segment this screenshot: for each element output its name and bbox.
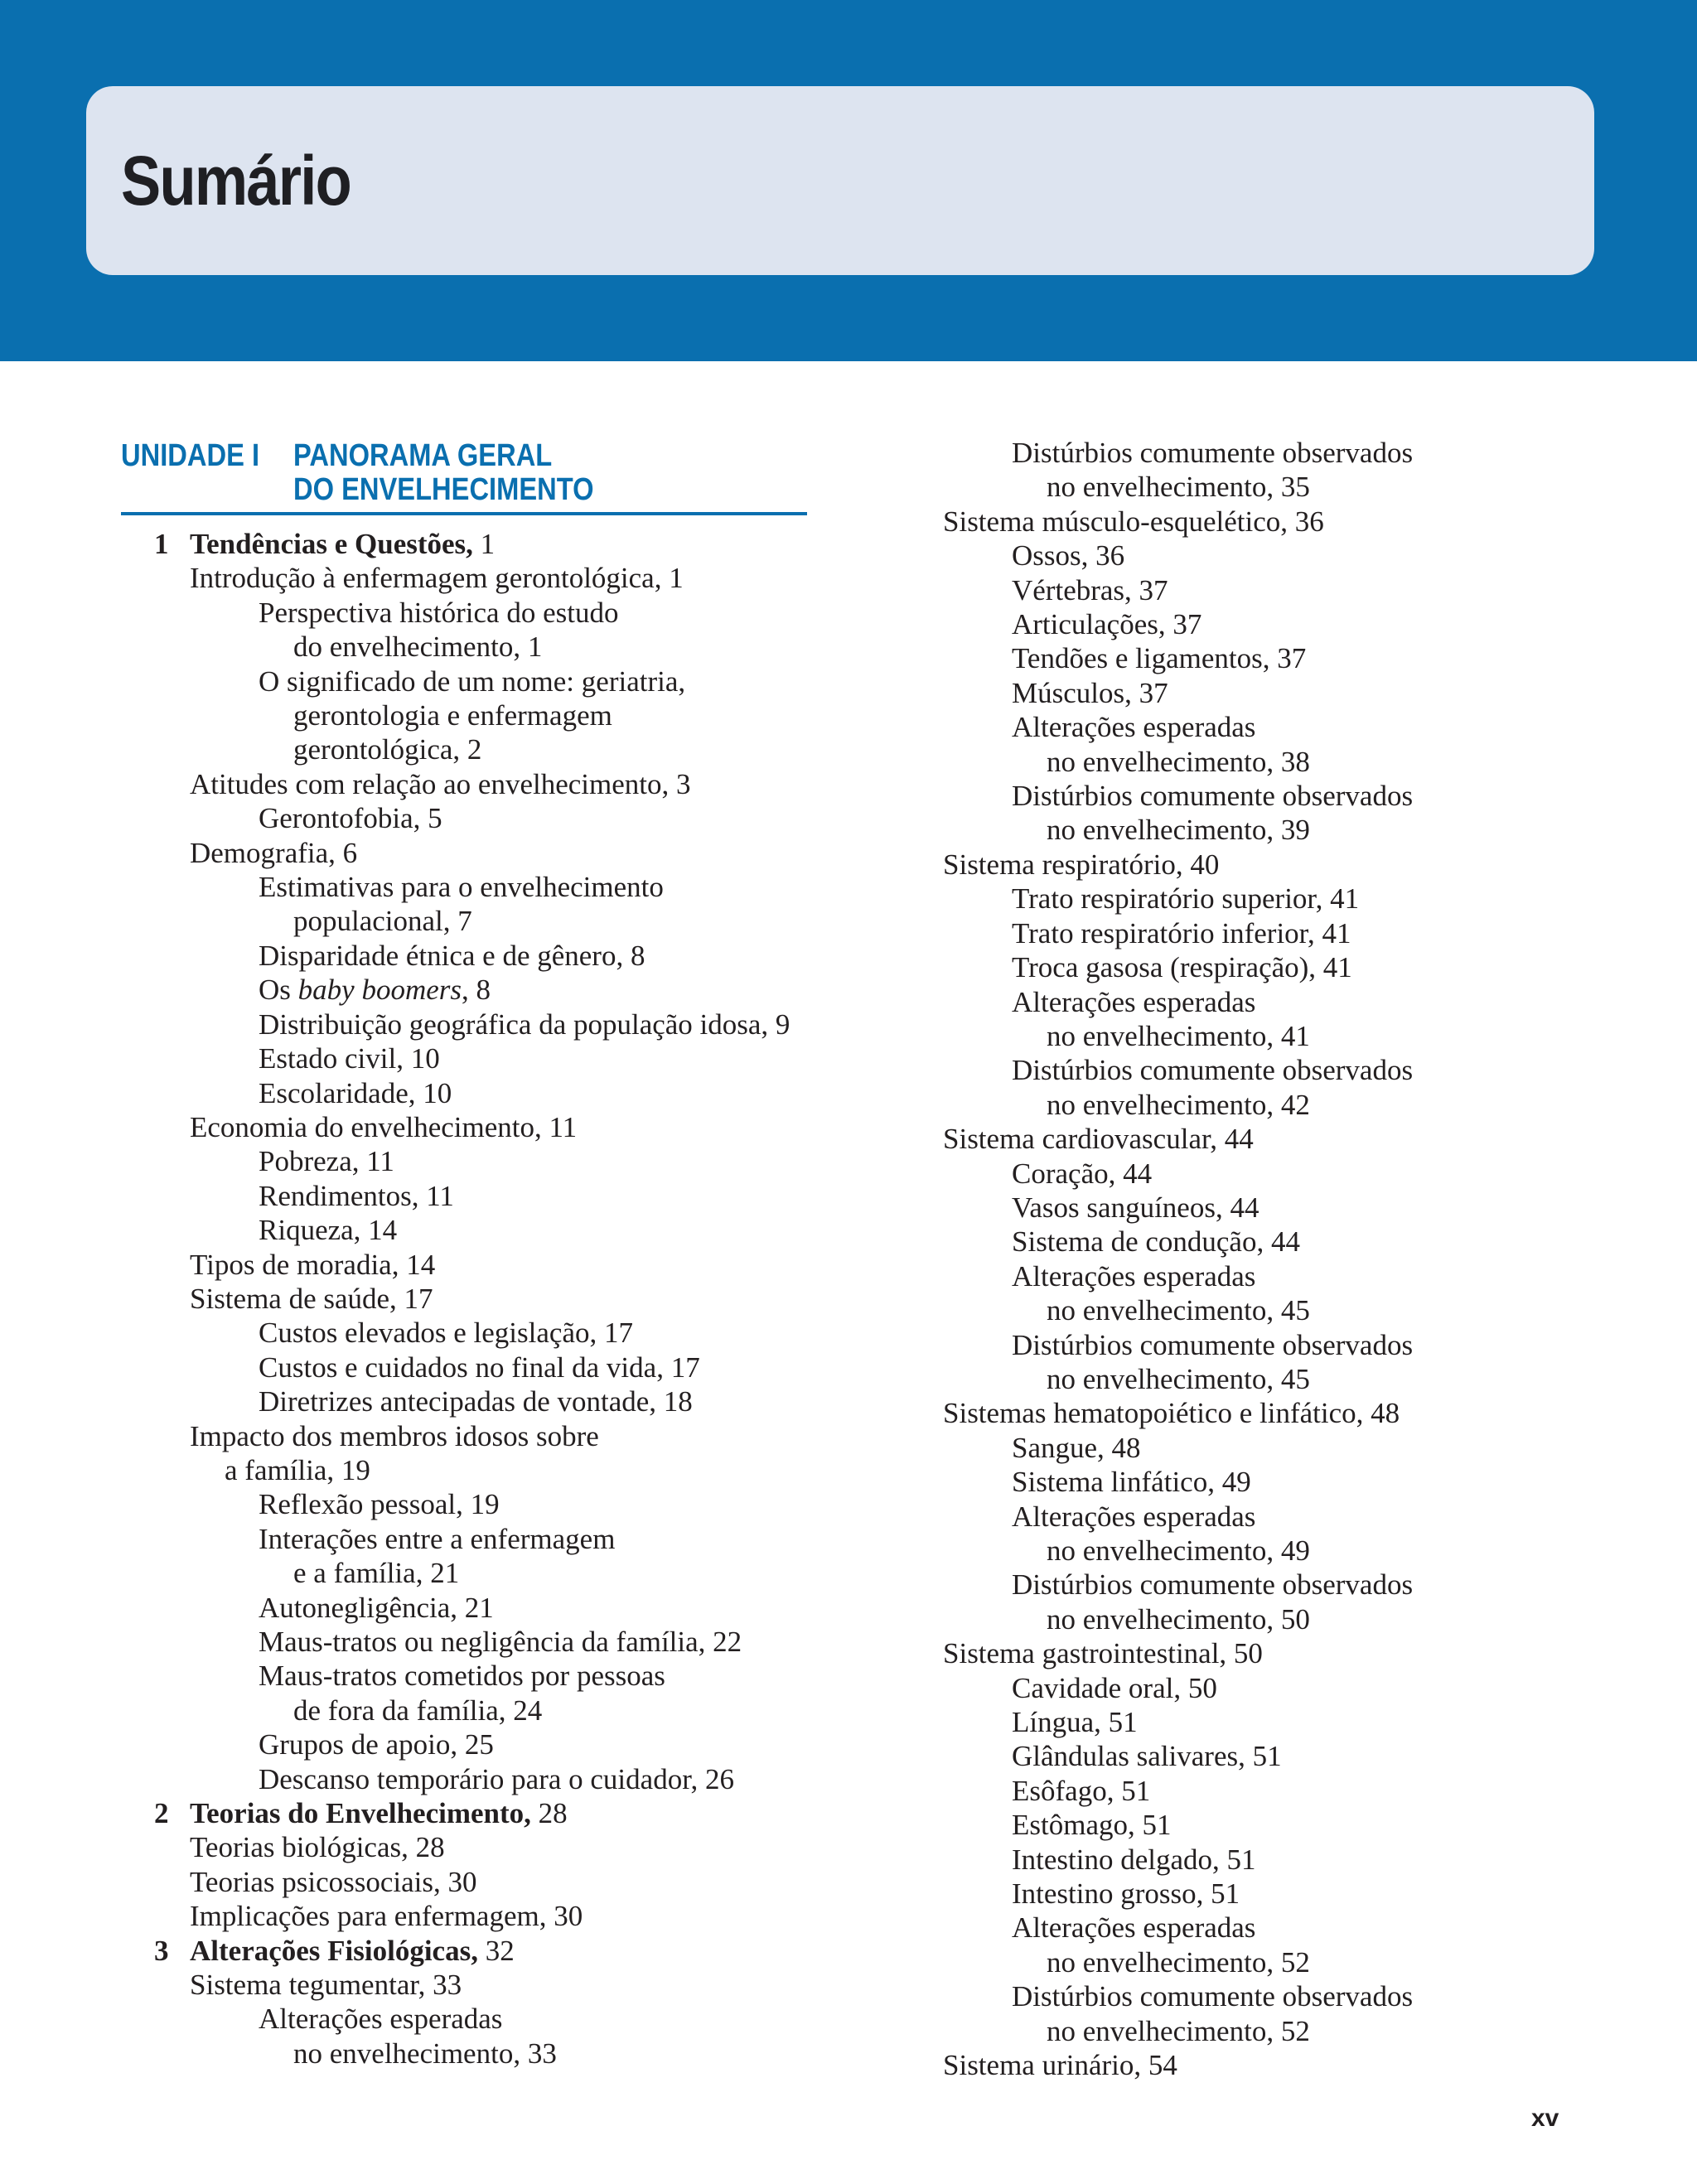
chapter-page: 1 [472,528,496,560]
entry-line: Maus-tratos cometidos por pessoas [259,1660,665,1693]
toc-subsection [0,1739,1697,1773]
entry-line: Sangue, 48 [1012,1431,1141,1464]
toc-subsection [0,1774,1697,1808]
chapter-page: 32 [477,1934,515,1967]
toc-subsection [0,1259,1697,1328]
entry-line: Teorias biológicas, 28 [190,1831,445,1864]
toc-subsection [0,1911,1697,1979]
entry-line: Reflexão pessoal, 19 [259,1488,500,1521]
toc-subsection [0,1877,1697,1911]
chapter-title: Teorias do Envelhecimento, [190,1797,531,1830]
entry-line: no envelhecimento, 41 [1047,1019,1310,1052]
entry-line: no envelhecimento, 42 [1047,1088,1310,1121]
entry-line: no envelhecimento, 52 [1047,2014,1310,2047]
entry-line: Vértebras, 37 [1012,573,1168,606]
entry-line: Estado civil, 10 [259,1042,440,1075]
toc-subsection [0,1191,1697,1225]
toc-subsection [0,1979,1697,2048]
toc-subsection [0,710,1697,779]
entry-line: Glândulas salivares, 51 [1012,1740,1282,1773]
entry-line: Descanso temporário para o cuidador, 26 [259,1762,734,1795]
entry-page: , 8 [462,974,491,1007]
toc-subsection [0,641,1697,675]
entry-text: Os [259,974,298,1007]
entry-line: Grupos de apoio, 25 [259,1728,494,1761]
toc-subsection [0,1808,1697,1842]
entry-line: Estômago, 51 [1012,1809,1172,1842]
entry-line: a família, 19 [225,1453,370,1486]
entry-line: Distúrbios comumente observados [1012,1328,1414,1361]
page-number: xv [1531,2104,1559,2132]
toc-section [0,848,1697,882]
entry-line: Teorias psicossociais, 30 [190,1865,477,1898]
entry-line: no envelhecimento, 35 [1047,471,1310,504]
entry-line: Alterações esperadas [1012,1500,1256,1533]
toc-subsection [0,1705,1697,1739]
entry-line: Sistema urinário, 54 [943,2049,1177,2082]
entry-line: Esôfago, 51 [1012,1774,1151,1807]
entry-line: Sistema tegumentar, 33 [190,1969,462,2002]
entry-line: no envelhecimento, 39 [1047,814,1310,847]
entry-line: Maus-tratos ou negligência da família, 22 [259,1626,742,1658]
entry-line: Articulações, 37 [1012,608,1202,641]
entry-line: Custos e cuidados no final da vida, 17 [259,1351,700,1384]
toc-section [0,1396,1697,1430]
entry-line: Interações entre a enfermagem [259,1522,616,1555]
entry-line: Vasos sanguíneos, 44 [1012,1191,1259,1224]
entry-line: Trato respiratório inferior, 41 [1012,916,1351,949]
entry-line: no envelhecimento, 50 [1047,1602,1310,1636]
toc-section [0,2048,1697,2082]
entry-line: Distúrbios comumente observados [1012,780,1414,813]
entry-line: populacional, 7 [293,905,472,938]
entry-line: de fora da família, 24 [293,1694,543,1727]
page-title: Sumário [121,142,351,220]
entry-line: Atitudes com relação ao envelhecimento, 3 [190,767,691,800]
chapter-number: 1 [154,528,169,560]
entry-line: Riqueza, 14 [259,1214,398,1247]
chapter-title: Alterações Fisiológicas, [190,1934,478,1967]
toc-subsection [0,1465,1697,1499]
toc-subsection [0,1671,1697,1705]
toc-subsection [0,1225,1697,1259]
entry-line: Músculos, 37 [1012,676,1168,709]
entry-line: Sistema músculo-esquelético, 36 [943,505,1324,538]
entry-line: Diretrizes antecipadas de vontade, 18 [259,1385,693,1418]
toc-subsection [0,1431,1697,1465]
entry-line: Coração, 44 [1012,1157,1153,1190]
entry-line: Introdução à enfermagem gerontológica, 1 [190,562,684,595]
entry-line: Rendimentos, 11 [259,1179,454,1212]
entry-line: Alterações esperadas [1012,1911,1256,1945]
toc-section [0,1122,1697,1156]
toc-section [0,505,1697,539]
entry-line: Tipos de moradia, 14 [190,1248,436,1281]
entry-line: Alterações esperadas [1012,711,1256,744]
toc-subsection [0,779,1697,848]
entry-line: no envelhecimento, 33 [293,2037,557,2070]
toc-subsection [0,607,1697,641]
entry-line: Autonegligência, 21 [259,1591,494,1624]
entry-line: Intestino grosso, 51 [1012,1877,1240,1911]
unit-title-line: PANORAMA GERAL [293,438,553,473]
entry-line: Cavidade oral, 50 [1012,1671,1217,1704]
toc-subsection [0,1843,1697,1877]
entry-line: Sistema de saúde, 17 [190,1282,433,1315]
entry-line: Sistemas hematopoiético e linfático, 48 [943,1397,1400,1430]
toc-subsection [0,573,1697,607]
entry-line: Sistema cardiovascular, 44 [943,1123,1254,1156]
toc-subsection [0,436,1697,505]
toc-subsection [0,882,1697,916]
toc-subsection [0,539,1697,573]
title-box [86,86,1594,275]
header-band [0,0,1697,361]
entry-line: Distúrbios comumente observados [1012,1568,1414,1602]
unit-label: UNIDADE I [121,438,260,473]
entry-line: no envelhecimento, 45 [1047,1362,1310,1395]
entry-line: Pobreza, 11 [259,1145,394,1178]
entry-line: Demografia, 6 [190,836,358,869]
toc-subsection [0,676,1697,710]
toc-subsection [0,950,1697,984]
entry-line: no envelhecimento, 38 [1047,745,1310,778]
toc-subsection [0,985,1697,1054]
entry-line: Língua, 51 [1012,1706,1138,1739]
entry-line: Sistema de condução, 44 [1012,1225,1300,1259]
entry-line: Distúrbios comumente observados [1012,1980,1414,2013]
entry-line: Escolaridade, 10 [259,1076,452,1109]
entry-line: Impacto dos membros idosos sobre [190,1419,599,1452]
entry-italic-text: baby boomers [297,974,462,1007]
toc-subsection [0,1500,1697,1568]
entry-line: Implicações para enfermagem, 30 [190,1900,583,1933]
entry-line: Custos elevados e legislação, 17 [259,1317,633,1350]
unit-title-line: DO ENVELHECIMENTO [293,472,594,507]
chapter-number: 2 [154,1797,169,1830]
entry-line: Alterações esperadas [259,2003,503,2036]
entry-line: Economia do envelhecimento, 11 [190,1110,578,1143]
entry-line: Sistema gastrointestinal, 50 [943,1637,1263,1670]
entry-line: Trato respiratório superior, 41 [1012,882,1360,916]
entry-line: Alterações esperadas [1012,1259,1256,1293]
entry-line: no envelhecimento, 52 [1047,1945,1310,1979]
entry-line: Perspectiva histórica do estudo [259,596,619,629]
entry-line: Ossos, 36 [1012,539,1125,573]
entry-line: do envelhecimento, 1 [293,631,543,664]
entry-line: gerontologia e enfermagem [293,699,612,732]
entry-line: Tendões e ligamentos, 37 [1012,642,1307,675]
toc-section [0,1636,1697,1670]
toc-subsection [0,1328,1697,1397]
toc-subsection [0,1157,1697,1191]
entry-line: no envelhecimento, 49 [1047,1534,1310,1567]
entry-line: no envelhecimento, 45 [1047,1294,1310,1327]
chapter-page: 28 [530,1797,568,1830]
entry-line: Sistema linfático, 49 [1012,1466,1251,1499]
entry-line: Alterações esperadas [1012,985,1256,1018]
chapter-title: Tendências e Questões, [190,528,473,560]
toc-subsection [0,1053,1697,1122]
entry-line: Distribuição geográfica da população idosa, 9 [259,1007,790,1041]
entry-line: O significado de um nome: geriatria, [259,664,686,698]
entry-line: gerontológica, 2 [293,733,482,766]
toc-subsection [0,1568,1697,1636]
entry-line: Sistema respiratório, 40 [943,848,1220,881]
entry-line: Intestino delgado, 51 [1012,1843,1256,1876]
entry-line: Gerontofobia, 5 [259,802,442,835]
entry-line: Distúrbios comumente observados [1012,1054,1414,1087]
toc-subsection [0,916,1697,950]
toc-right-column [0,436,1697,2083]
entry-line: e a família, 21 [293,1557,460,1590]
chapter-number: 3 [154,1934,169,1967]
entry-line: Estimativas para o envelhecimento [259,871,664,904]
entry-line: Disparidade étnica e de gênero, 8 [259,939,645,972]
entry-line: Distúrbios comumente observados [1012,437,1414,469]
entry-line: Troca gasosa (respiração), 41 [1012,951,1352,984]
